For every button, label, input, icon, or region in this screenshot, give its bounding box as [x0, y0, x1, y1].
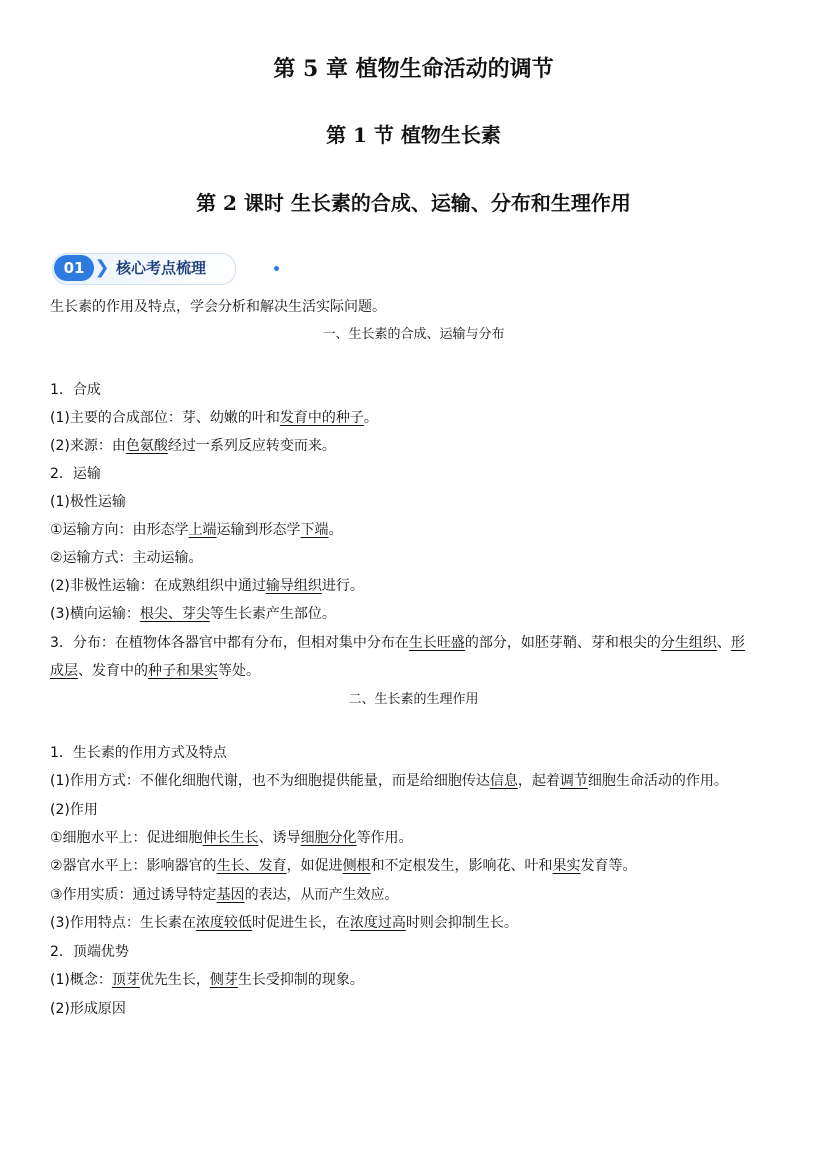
- lesson-title: 第 2 课时 生长素的合成、运输、分布和生理作用: [196, 191, 631, 215]
- part1-line-10: 3．分布：在植物体各器官中都有分布，但相对集中分布在生长旺盛的部分，如胚芽鞘、芽和根尖的分生组织、形: [50, 635, 745, 651]
- part1-line-11: 成层、发育中的种子和果实等处。: [50, 663, 260, 679]
- part2-line-8: 2．顶端优势: [50, 944, 129, 960]
- part1-line-7: ②运输方式：主动运输。: [50, 550, 203, 566]
- part2-line-1: 1．生长素的作用方式及特点: [50, 745, 227, 761]
- part2-heading: 二、生长素的生理作用: [348, 692, 479, 707]
- dot-icon: [274, 266, 279, 271]
- part2-line-10: (2)形成原因: [50, 1001, 126, 1017]
- part1-line-5: (1)极性运输: [50, 494, 126, 510]
- section-badge: [52, 253, 238, 285]
- part2-line-3: (2)作用: [50, 802, 98, 818]
- part1-line-4: 2．运输: [50, 466, 101, 482]
- part1-line-3: (2)来源：由色氨酸经过一系列反应转变而来。: [50, 438, 336, 454]
- part1-line-2: (1)主要的合成部位：芽、幼嫩的叶和发育中的种子。: [50, 410, 378, 426]
- part1-heading: 一、生长素的合成、运输与分布: [322, 327, 505, 342]
- part1-line-1: 1．合成: [50, 382, 101, 398]
- intro-text: 生长素的作用及特点，学会分析和解决生活实际问题。: [50, 299, 386, 315]
- part2-line-9: (1)概念：顶芽优先生长，侧芽生长受抑制的现象。: [50, 972, 364, 988]
- part1-line-8: (2)非极性运输：在成熟组织中通过输导组织进行。: [50, 578, 364, 594]
- chevron-right-icon: ❯: [94, 257, 110, 278]
- part2-line-7: (3)作用特点：生长素在浓度较低时促进生长，在浓度过高时则会抑制生长。: [50, 915, 518, 931]
- part2-line-2: (1)作用方式：不催化细胞代谢，也不为细胞提供能量，而是给细胞传达信息，起着调节细胞生命活动的作用。: [50, 773, 728, 789]
- part2-line-4: ①细胞水平上：促进细胞伸长生长、诱导细胞分化等作用。: [50, 830, 413, 846]
- part1-line-9: (3)横向运输：根尖、芽尖等生长素产生部位。: [50, 606, 336, 622]
- part1-line-6: ①运输方向：由形态学上端运输到形态学下端。: [50, 522, 343, 538]
- chapter-title: 第 5 章 植物生命活动的调节: [273, 56, 554, 82]
- part2-line-5: ②器官水平上：影响器官的生长、发育，如促进侧根和不定根发生，影响花、叶和果实发育等。: [50, 858, 637, 874]
- badge-number: 01: [54, 255, 94, 281]
- part2-line-6: ③作用实质：通过诱导特定基因的表达，从而产生效应。: [50, 887, 399, 903]
- section-title: 第 1 节 植物生长素: [326, 123, 501, 147]
- badge-label: 核心考点梳理: [116, 259, 207, 277]
